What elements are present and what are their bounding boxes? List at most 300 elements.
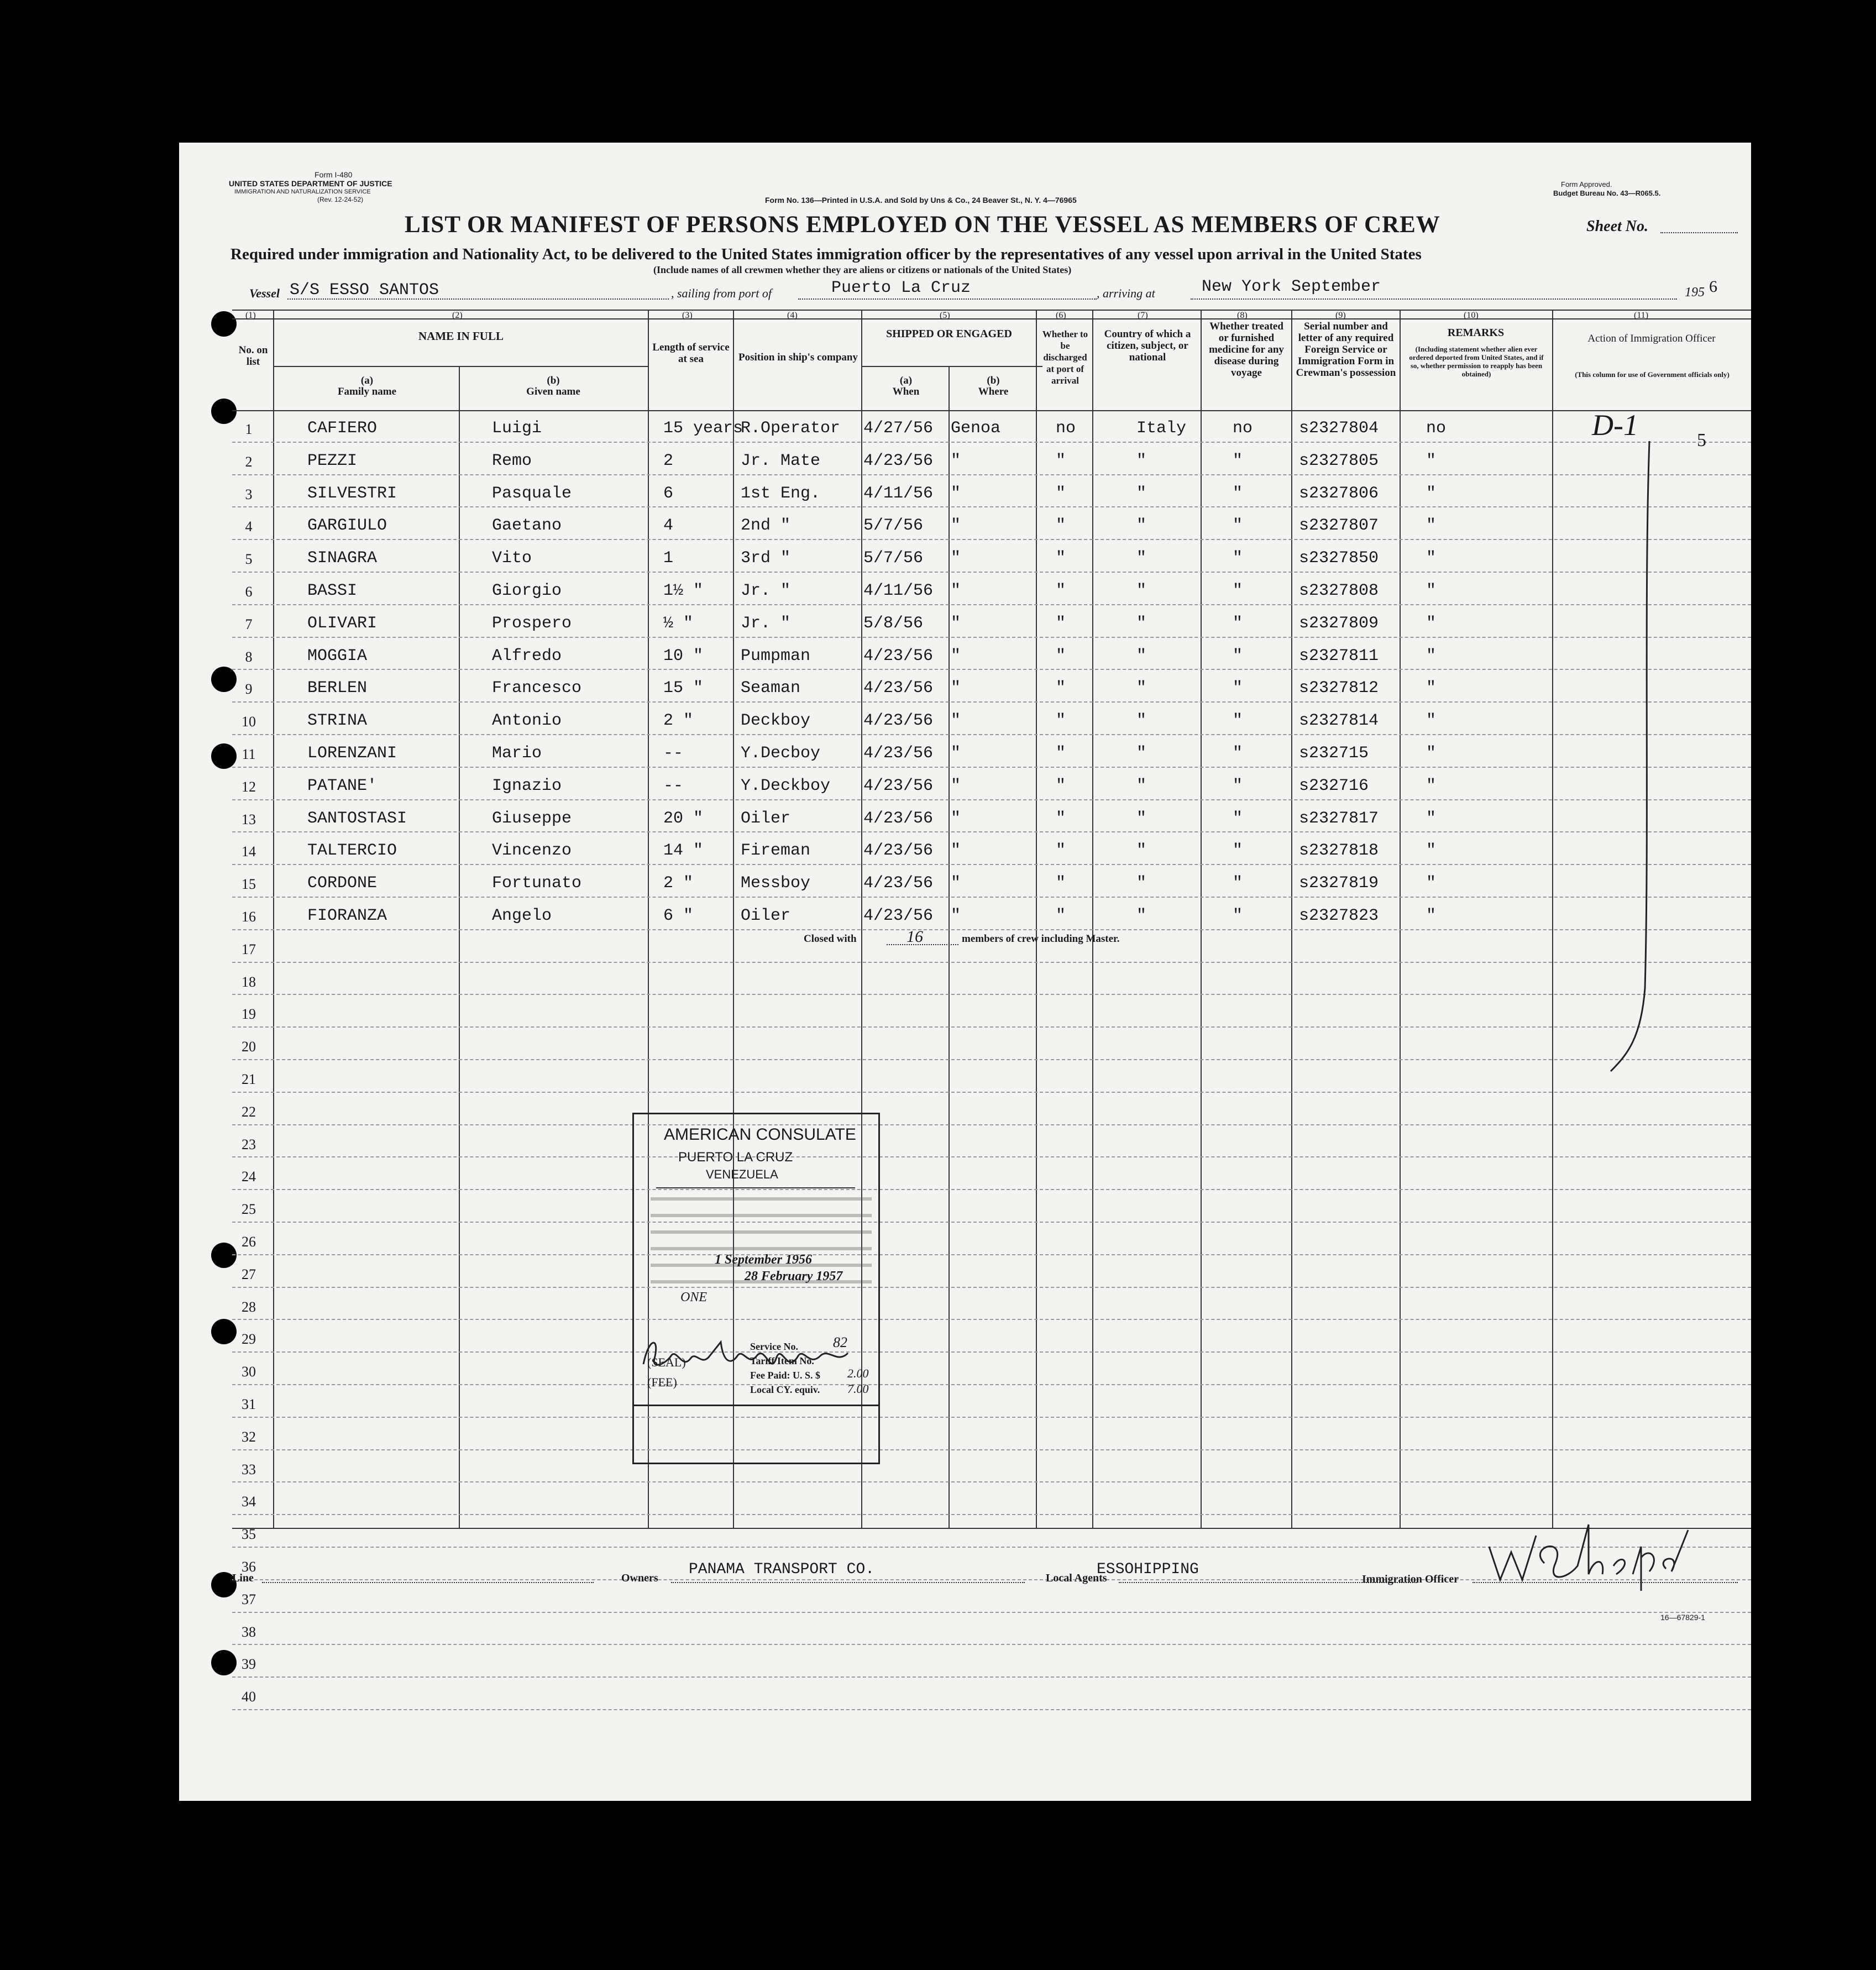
form-id: Form I-480 <box>315 170 353 179</box>
crew-given-name: Ignazio <box>492 776 562 795</box>
row-number: 33 <box>242 1461 256 1478</box>
crew-remarks: no <box>1426 419 1447 438</box>
crew-medicine: " <box>1233 614 1243 633</box>
row-number: 22 <box>242 1103 256 1120</box>
table-row <box>232 1320 1751 1353</box>
crew-serial-number: s2327819 <box>1299 874 1379 893</box>
crew-given-name: Alfredo <box>492 646 562 666</box>
crew-family-name: TALTERCIO <box>307 841 397 861</box>
crew-serial-number: s2327811 <box>1299 646 1379 666</box>
crew-position: Pumpman <box>741 646 811 666</box>
row-number: 5 <box>245 551 253 568</box>
row-number: 36 <box>242 1559 256 1575</box>
row-number: 4 <box>245 518 253 535</box>
row-number: 37 <box>242 1591 256 1607</box>
row-number: 25 <box>242 1201 256 1218</box>
crew-medicine: " <box>1233 874 1243 893</box>
crew-given-name: Vito <box>492 549 532 568</box>
col11-note: (This column for use of Government officials only) <box>1575 370 1730 379</box>
table-row <box>232 605 1751 638</box>
crew-service-length: 10 " <box>663 646 704 666</box>
table-row <box>232 995 1751 1028</box>
crew-shipped-when: 4/23/56 <box>863 451 934 470</box>
crew-discharged: " <box>1056 614 1066 633</box>
table-row <box>232 1645 1751 1678</box>
crew-country: " <box>1136 907 1147 925</box>
row-number: 18 <box>242 973 256 990</box>
service: IMMIGRATION AND NATURALIZATION SERVICE <box>234 188 371 195</box>
col9-number: (9) <box>1335 311 1346 320</box>
crew-remarks: " <box>1426 679 1437 698</box>
row-number: 3 <box>245 486 253 502</box>
year-digit: 6 <box>1709 277 1717 296</box>
crew-remarks: " <box>1426 874 1437 893</box>
row-number: 24 <box>242 1169 256 1185</box>
row-number: 39 <box>242 1656 256 1673</box>
crew-service-length: 6 <box>663 484 674 503</box>
table-row <box>232 1028 1751 1060</box>
crew-discharged: " <box>1056 516 1066 536</box>
crew-position: 3rd " <box>741 549 791 568</box>
crew-remarks: " <box>1426 516 1437 536</box>
col1-number: (1) <box>245 311 256 320</box>
table-row <box>232 703 1751 735</box>
crew-shipped-when: 4/23/56 <box>863 776 934 795</box>
crew-family-name: FIORANZA <box>307 907 387 925</box>
crew-remarks: " <box>1426 744 1437 763</box>
form-approved: Form Approved. <box>1561 180 1612 188</box>
revision: (Rev. 12-24-52) <box>317 196 364 203</box>
crew-serial-number: s232716 <box>1299 776 1369 795</box>
crew-given-name: Fortunato <box>492 874 582 893</box>
crew-country: " <box>1136 809 1147 828</box>
vessel-label: Vessel <box>249 286 280 300</box>
punch-hole <box>211 311 237 337</box>
crew-position: Oiler <box>741 809 791 828</box>
stamp-country: VENEZUELA <box>706 1167 778 1181</box>
col7-number: (7) <box>1138 311 1148 320</box>
col10-header: REMARKS <box>1447 327 1505 339</box>
crew-shipped-when: 5/7/56 <box>863 549 924 568</box>
crew-country: " <box>1136 581 1147 600</box>
table-row <box>232 963 1751 996</box>
crew-position: Jr. Mate <box>741 451 821 470</box>
crew-family-name: SINAGRA <box>307 549 378 568</box>
row-number: 2 <box>245 453 253 470</box>
crew-shipped-where: " <box>951 907 961 925</box>
crew-service-length: 1½ " <box>663 581 704 600</box>
crew-remarks: " <box>1426 581 1437 600</box>
row-number: 31 <box>242 1396 256 1412</box>
crew-position: Y.Deckboy <box>741 776 831 795</box>
arriving-at: New York September <box>1202 277 1381 296</box>
form-subtitle: Required under immigration and Nationality Act, to be delivered to the United States immigration officer by the representatives of any vessel upon arrival in the United States <box>230 245 1422 263</box>
crew-serial-number: s2327809 <box>1299 614 1379 633</box>
crew-medicine: " <box>1233 646 1243 666</box>
crew-position: Y.Decboy <box>741 744 821 763</box>
table-row <box>232 1450 1751 1483</box>
crew-medicine: " <box>1233 484 1243 503</box>
closing-suffix: members of crew including Master. <box>962 933 1120 945</box>
table-row <box>232 507 1751 540</box>
crew-shipped-when: 5/7/56 <box>863 516 924 536</box>
table-row <box>232 1060 1751 1093</box>
year-prefix: 195 <box>1685 285 1705 300</box>
col11-header: Action of Immigration Officer <box>1587 333 1716 344</box>
col9-header: Serial number and letter of any required Foreign Service or Immigration Form in Crewman's possession <box>1296 321 1396 379</box>
table-row <box>232 768 1751 800</box>
crew-given-name: Luigi <box>492 419 542 438</box>
row-number: 20 <box>242 1039 256 1055</box>
col2b-letter: (b) <box>547 375 560 386</box>
col10-number: (10) <box>1464 311 1479 320</box>
table-row <box>232 443 1751 475</box>
table-row <box>232 1223 1751 1255</box>
crew-service-length: -- <box>663 744 684 763</box>
table-row <box>232 410 1751 443</box>
form-title: LIST OR MANIFEST OF PERSONS EMPLOYED ON THE VESSEL AS MEMBERS OF CREW <box>405 212 1440 238</box>
form-note: (Include names of all crewmen whether they are aliens or citizens or nationals of the United States) <box>653 264 1072 275</box>
crew-service-length: 15 years <box>663 419 743 438</box>
stamp-date-to: 28 February 1957 <box>745 1269 843 1283</box>
table-row <box>232 832 1751 865</box>
col5a-letter: (a) <box>899 375 913 386</box>
stamp-service-no: 82 <box>833 1334 847 1350</box>
crew-shipped-when: 4/23/56 <box>863 809 934 828</box>
crew-discharged: " <box>1056 679 1066 698</box>
crew-shipped-when: 4/23/56 <box>863 874 934 893</box>
agents-name: ESSOHIPPING <box>1097 1561 1199 1578</box>
crew-shipped-where: " <box>951 451 961 470</box>
crew-serial-number: s2327812 <box>1299 679 1379 698</box>
manifest-sheet <box>179 143 1751 1801</box>
agents-label: Local Agents <box>1046 1572 1107 1584</box>
col6-header: Whether to be discharged at port of arrival <box>1042 329 1088 386</box>
crew-family-name: PEZZI <box>307 451 358 470</box>
crew-given-name: Prospero <box>492 614 572 633</box>
sheet-label: Sheet No. <box>1586 218 1648 235</box>
col5-number: (5) <box>940 311 950 320</box>
col4-number: (4) <box>787 311 798 320</box>
col10-note: (Including statement whether alien ever ordered deported from United States, and if so, whether permission to reapply has been obtained) <box>1409 345 1544 378</box>
crew-position: 1st Eng. <box>741 484 821 503</box>
row-number: 29 <box>242 1331 256 1348</box>
line-label: Line <box>232 1572 254 1584</box>
col7-header: Country of which a citizen, subject, or national <box>1104 328 1191 363</box>
stamp-seal: (SEAL) <box>647 1355 686 1369</box>
stamp-city: PUERTO LA CRUZ <box>678 1150 793 1165</box>
table-row <box>232 1125 1751 1158</box>
crew-country: " <box>1136 646 1147 666</box>
table-row <box>232 865 1751 898</box>
crew-shipped-when: 4/11/56 <box>863 581 934 600</box>
crew-remarks: " <box>1426 451 1437 470</box>
owners-name: PANAMA TRANSPORT CO. <box>689 1561 875 1578</box>
col2a-letter: (a) <box>360 375 374 386</box>
crew-serial-number: s2327850 <box>1299 549 1379 568</box>
table-row <box>232 898 1751 930</box>
crew-discharged: " <box>1056 549 1066 568</box>
stamp-service-label: Service No. <box>750 1341 798 1352</box>
budget-bureau: Budget Bureau No. 43—R065.5. <box>1553 189 1661 197</box>
crew-position: Messboy <box>741 874 811 893</box>
col5b-letter: (b) <box>987 375 1000 386</box>
crew-remarks: " <box>1426 776 1437 795</box>
crew-country: " <box>1136 841 1147 861</box>
crew-service-length: 20 " <box>663 809 704 828</box>
closing-count: 16 <box>906 928 923 946</box>
row-number: 8 <box>245 648 253 665</box>
row-number: 13 <box>242 811 256 827</box>
table-row <box>232 573 1751 605</box>
col2-number: (2) <box>452 311 463 320</box>
crew-discharged: " <box>1056 874 1066 893</box>
crew-serial-number: s2327808 <box>1299 581 1379 600</box>
crew-given-name: Giorgio <box>492 581 562 600</box>
crew-shipped-when: 4/23/56 <box>863 646 934 666</box>
crew-discharged: " <box>1056 841 1066 861</box>
crew-discharged: no <box>1056 419 1076 438</box>
crew-serial-number: s2327823 <box>1299 907 1379 925</box>
form-code: 16—67829-1 <box>1660 1613 1705 1622</box>
table-row <box>232 1190 1751 1223</box>
row-number: 17 <box>242 941 256 957</box>
crew-shipped-where: " <box>951 679 961 698</box>
crew-shipped-when: 4/23/56 <box>863 744 934 763</box>
arriving-label: , arriving at <box>1097 286 1155 300</box>
crew-service-length: 15 " <box>663 679 704 698</box>
crew-country: " <box>1136 776 1147 795</box>
crew-discharged: " <box>1056 744 1066 763</box>
row-number: 40 <box>242 1689 256 1705</box>
table-row <box>232 475 1751 508</box>
crew-serial-number: s2327817 <box>1299 809 1379 828</box>
crew-family-name: GARGIULO <box>307 516 387 536</box>
crew-shipped-when: 4/27/56 <box>863 419 934 438</box>
crew-country: " <box>1136 874 1147 893</box>
crew-remarks: " <box>1426 841 1437 861</box>
table-row <box>232 638 1751 670</box>
crew-medicine: " <box>1233 841 1243 861</box>
crew-service-length: 2 " <box>663 711 694 731</box>
consulate-stamp <box>632 1113 880 1464</box>
crew-discharged: " <box>1056 646 1066 666</box>
crew-shipped-when: 5/8/56 <box>863 614 924 633</box>
row-number: 12 <box>242 778 256 795</box>
crew-medicine: " <box>1233 744 1243 763</box>
col4-header: Position in ship's company <box>738 352 858 363</box>
crew-country: " <box>1136 614 1147 633</box>
crew-country: Italy <box>1136 419 1187 438</box>
crew-medicine: " <box>1233 711 1243 731</box>
crew-shipped-when: 4/23/56 <box>863 711 934 731</box>
col11-number: (11) <box>1634 311 1649 320</box>
crew-serial-number: s2327804 <box>1299 419 1379 438</box>
row-number: 11 <box>242 746 256 762</box>
table-row <box>232 1093 1751 1125</box>
crew-family-name: BERLEN <box>307 679 368 698</box>
crew-family-name: LORENZANI <box>307 744 397 763</box>
crew-serial-number: s2327805 <box>1299 451 1379 470</box>
crew-family-name: PATANE' <box>307 776 378 795</box>
row-number: 15 <box>242 876 256 893</box>
col5b-header: Where <box>978 386 1009 397</box>
crew-shipped-where: " <box>951 874 961 893</box>
crew-remarks: " <box>1426 646 1437 666</box>
row-number: 10 <box>242 714 256 730</box>
row-number: 16 <box>242 909 256 925</box>
crew-shipped-where: " <box>951 809 961 828</box>
table-row <box>232 1678 1751 1710</box>
crew-remarks: " <box>1426 907 1437 925</box>
table-row <box>232 1255 1751 1288</box>
crew-discharged: " <box>1056 907 1066 925</box>
crew-country: " <box>1136 679 1147 698</box>
margin-mark: 5 <box>1697 430 1706 450</box>
crew-shipped-where: " <box>951 614 961 633</box>
col6-number: (6) <box>1056 311 1066 320</box>
crew-given-name: Francesco <box>492 679 582 698</box>
crew-remarks: " <box>1426 484 1437 503</box>
crew-country: " <box>1136 744 1147 763</box>
stamp-tariff-label: Tariff Item No. <box>750 1355 814 1366</box>
row-number: 38 <box>242 1623 256 1640</box>
crew-service-length: 2 <box>663 451 674 470</box>
crew-medicine: " <box>1233 549 1243 568</box>
row-number: 1 <box>245 421 253 437</box>
printer-note: Form No. 136—Printed in U.S.A. and Sold by Uns & Co., 24 Beaver St., N. Y. 4—76965 <box>765 196 1077 205</box>
crew-service-length: 4 <box>663 516 674 536</box>
stamp-local: 7.00 <box>847 1382 869 1396</box>
crew-serial-number: s2327807 <box>1299 516 1379 536</box>
row-number: 30 <box>242 1364 256 1380</box>
crew-service-length: 2 " <box>663 874 694 893</box>
col2-header: NAME IN FULL <box>418 329 504 343</box>
crew-family-name: STRINA <box>307 711 368 731</box>
crew-shipped-where: " <box>951 744 961 763</box>
stamp-fee-label: Fee Paid: U. S. $ <box>750 1370 820 1381</box>
vessel-name: S/S ESSO SANTOS <box>290 281 439 300</box>
officer-label: Immigration Officer <box>1362 1573 1459 1585</box>
col5a-header: When <box>892 386 920 397</box>
row-number: 23 <box>242 1136 256 1152</box>
crew-position: Oiler <box>741 907 791 925</box>
row-number: 19 <box>242 1006 256 1023</box>
col8-number: (8) <box>1237 311 1248 320</box>
crew-shipped-when: 4/23/56 <box>863 907 934 925</box>
crew-medicine: " <box>1233 776 1243 795</box>
crew-shipped-where: " <box>951 516 961 536</box>
crew-medicine: " <box>1233 679 1243 698</box>
stamp-title: AMERICAN CONSULATE <box>664 1125 856 1144</box>
crew-shipped-where: " <box>951 776 961 795</box>
crew-serial-number: s232715 <box>1299 744 1369 763</box>
crew-remarks: " <box>1426 809 1437 828</box>
crew-given-name: Mario <box>492 744 542 763</box>
action-bracket <box>1594 436 1660 1077</box>
crew-remarks: " <box>1426 614 1437 633</box>
stamp-fee: 2.00 <box>847 1366 869 1380</box>
stamp-count: ONE <box>680 1290 707 1304</box>
row-number: 7 <box>245 616 253 632</box>
crew-position: Deckboy <box>741 711 811 731</box>
crew-position: Jr. " <box>741 581 791 600</box>
crew-family-name: SILVESTRI <box>307 484 397 503</box>
officer-signature <box>1484 1513 1699 1596</box>
crew-discharged: " <box>1056 711 1066 731</box>
row-number: 14 <box>242 843 256 860</box>
crew-medicine: " <box>1233 907 1243 925</box>
crew-family-name: MOGGIA <box>307 646 368 666</box>
stamp-date-from: 1 September 1956 <box>715 1253 812 1267</box>
crew-shipped-when: 4/23/56 <box>863 679 934 698</box>
table-row <box>232 670 1751 703</box>
row-number: 9 <box>245 681 253 698</box>
table-row <box>232 1482 1751 1515</box>
row-number: 26 <box>242 1234 256 1250</box>
consul-signature <box>638 1325 870 1386</box>
table-row <box>232 800 1751 833</box>
crew-family-name: CAFIERO <box>307 419 378 438</box>
crew-discharged: " <box>1056 776 1066 795</box>
crew-shipped-where: " <box>951 484 961 503</box>
crew-shipped-where: " <box>951 646 961 666</box>
row-number: 21 <box>242 1071 256 1087</box>
col3-header: Length of service at sea <box>652 342 730 365</box>
crew-medicine: " <box>1233 451 1243 470</box>
crew-given-name: Angelo <box>492 907 552 925</box>
crew-given-name: Remo <box>492 451 532 470</box>
crew-remarks: " <box>1426 549 1437 568</box>
crew-country: " <box>1136 549 1147 568</box>
row-number: 35 <box>242 1526 256 1543</box>
crew-medicine: " <box>1233 581 1243 600</box>
crew-shipped-when: 4/11/56 <box>863 484 934 503</box>
table-row <box>232 1353 1751 1385</box>
action-mark: D-1 <box>1592 408 1638 442</box>
department: UNITED STATES DEPARTMENT OF JUSTICE <box>229 179 392 188</box>
crew-family-name: BASSI <box>307 581 358 600</box>
crew-country: " <box>1136 516 1147 536</box>
crew-serial-number: s2327818 <box>1299 841 1379 861</box>
crew-service-length: 14 " <box>663 841 704 861</box>
stamp-fee-mark: (FEE) <box>647 1375 677 1389</box>
crew-position: Seaman <box>741 679 801 698</box>
table-row <box>232 735 1751 768</box>
crew-family-name: OLIVARI <box>307 614 378 633</box>
col3-number: (3) <box>682 311 693 320</box>
crew-shipped-where: " <box>951 711 961 731</box>
crew-medicine: no <box>1233 419 1253 438</box>
crew-given-name: Gaetano <box>492 516 562 536</box>
crew-position: Fireman <box>741 841 811 861</box>
crew-position: Jr. " <box>741 614 791 633</box>
crew-given-name: Vincenzo <box>492 841 572 861</box>
crew-service-length: -- <box>663 776 684 795</box>
crew-country: " <box>1136 711 1147 731</box>
table-row <box>232 1157 1751 1190</box>
crew-position: 2nd " <box>741 516 791 536</box>
crew-discharged: " <box>1056 809 1066 828</box>
crew-serial-number: s2327814 <box>1299 711 1379 731</box>
table-row <box>232 1288 1751 1321</box>
crew-shipped-where: " <box>951 549 961 568</box>
crew-family-name: CORDONE <box>307 874 378 893</box>
owners-label: Owners <box>621 1572 658 1584</box>
table-row <box>232 1385 1751 1418</box>
crew-service-length: 1 <box>663 549 674 568</box>
table-row <box>232 540 1751 573</box>
